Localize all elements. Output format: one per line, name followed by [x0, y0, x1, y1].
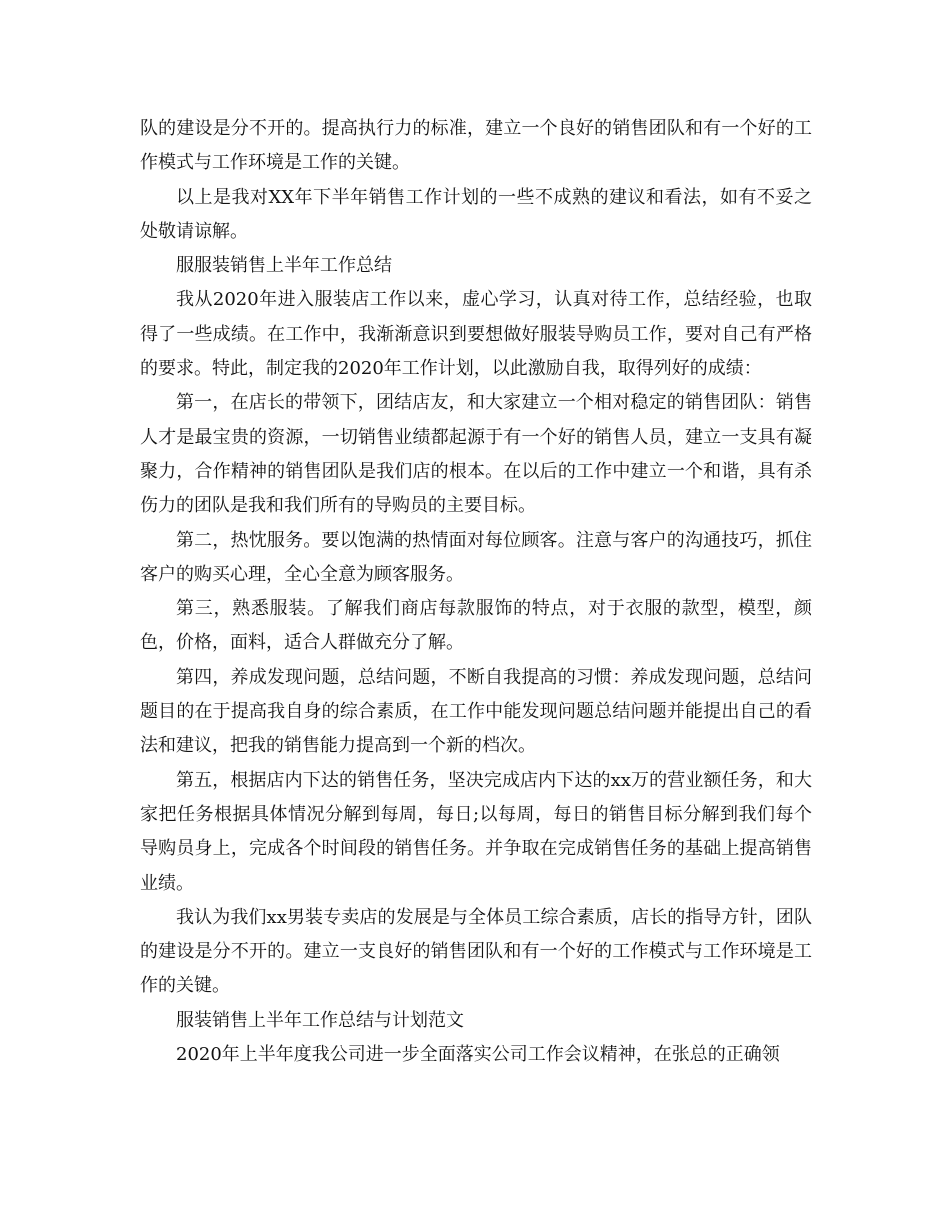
- paragraph: 2020年上半年度我公司进一步全面落实公司工作会议精神，在张总的正确领: [176, 1044, 780, 1066]
- paragraph: 以上是我对XX年下半年销售工作计划的一些不成熟的建议和看法，如有不妥之处敬请谅解。: [140, 186, 812, 242]
- paragraph: 队的建设是分不开的。提高执行力的标准，建立一个良好的销售团队和有一个好的工作模式与工作环境是工作的关键。: [140, 118, 812, 174]
- paragraph: 我认为我们xx男装专卖店的发展是与全体员工综合素质，店长的指导方针，团队的建设是分不开的。建立一支良好的销售团队和有一个好的工作模式与工作环境是工作的关键。: [140, 906, 812, 997]
- section-heading: 服装销售上半年工作总结与计划范文: [176, 1009, 464, 1031]
- document-body: [140, 112, 812, 1072]
- paragraph: 第一，在店长的带领下，团结店友，和大家建立一个相对稳定的销售团队：销售人才是最宝贵的资源，一切销售业绩都起源于有一个好的销售人员，建立一支具有凝聚力，合作精神的销售团队是我们店的根本。在以后的工作中建立一个和谐，具有杀伤力的团队是我和我们所有的导购员的主要目标。: [140, 392, 812, 517]
- section-heading: 服服装销售上半年工作总结: [176, 255, 392, 277]
- paragraph: 第二，热忱服务。要以饱满的热情面对每位顾客。注意与客户的沟通技巧，抓住客户的购买心理，全心全意为顾客服务。: [140, 529, 812, 585]
- paragraph: 第五，根据店内下达的销售任务，坚决完成店内下达的xx万的营业额任务，和大家把任务根据具体情况分解到每周，每日;以每周，每日的销售目标分解到我们每个导购员身上，完成各个时间段的销售任务。并争取在完成销售任务的基础上提高销售业绩。: [140, 769, 812, 894]
- paragraph: 第四，养成发现问题，总结问题，不断自我提高的习惯：养成发现问题，总结问题目的在于提高我自身的综合素质，在工作中能发现问题总结问题并能提出自己的看法和建议，把我的销售能力提高到一个新的档次。: [140, 666, 812, 757]
- paragraph: 第三，熟悉服装。了解我们商店每款服饰的特点，对于衣服的款型，模型，颜色，价格，面料，适合人群做充分了解。: [140, 598, 812, 654]
- paragraph: 我从2020年进入服装店工作以来，虚心学习，认真对待工作，总结经验，也取得了一些成绩。在工作中，我渐渐意识到要想做好服装导购员工作，要对自己有严格的要求。特此，制定我的2020年工作计划，以此激励自我，取得列好的成绩：: [140, 289, 812, 380]
